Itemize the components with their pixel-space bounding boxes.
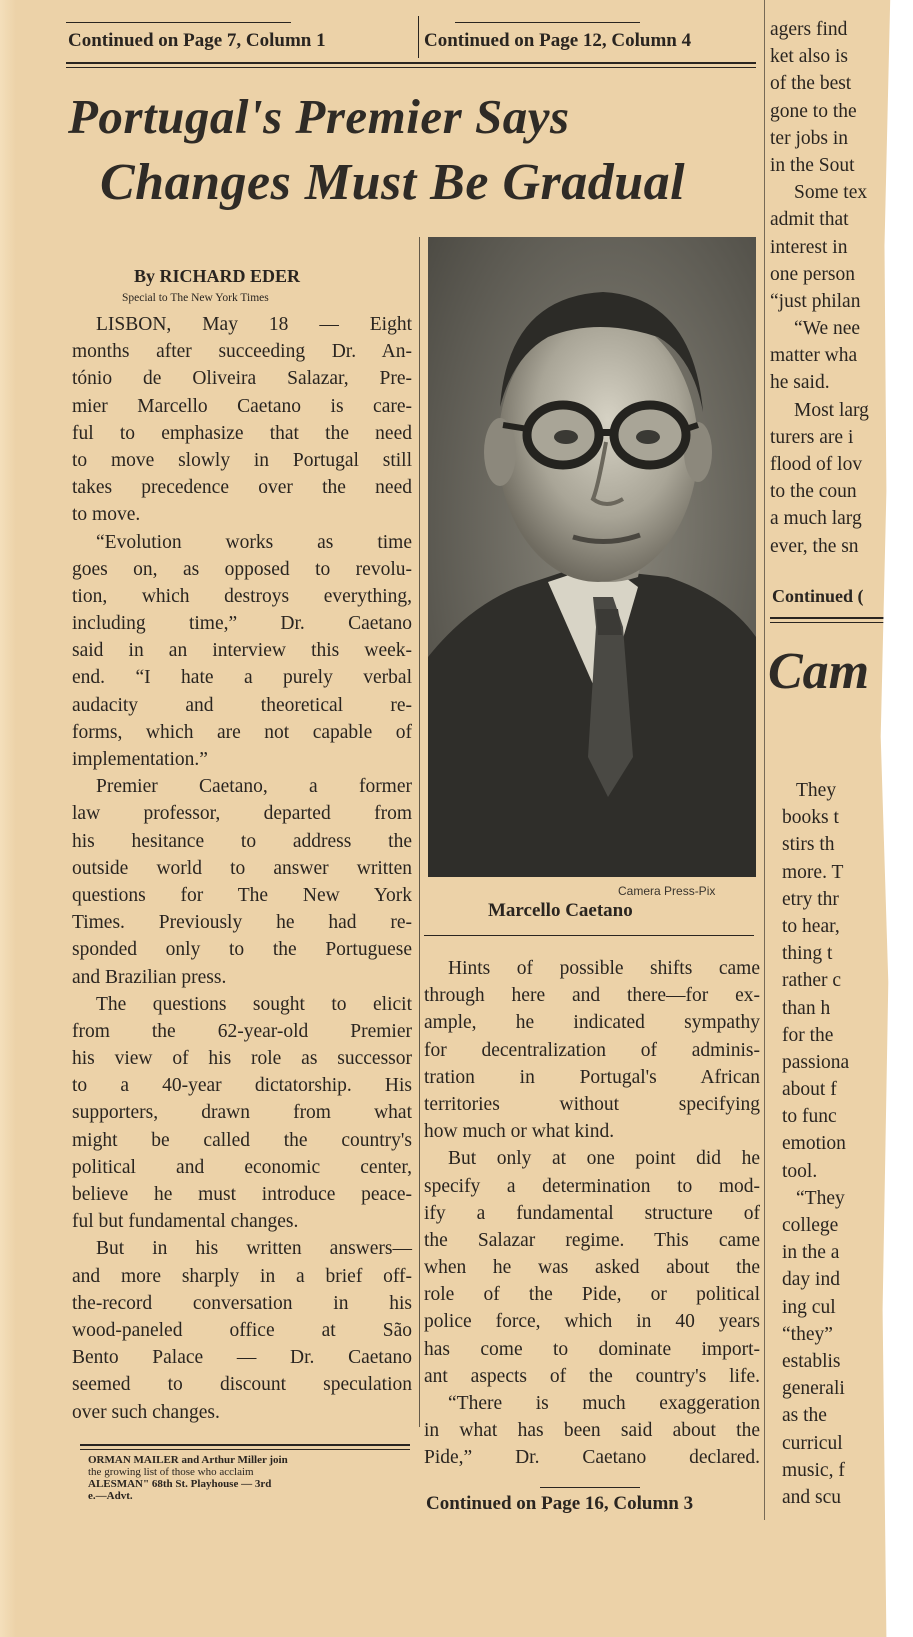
body-line: ing cul [782, 1296, 836, 1318]
body-line: implementation.” [72, 749, 208, 770]
ad-line-4: e.—Advt. [88, 1490, 133, 1502]
body-line: including time,” Dr. Caetano [72, 613, 412, 635]
body-line: Times. Previously he had re- [72, 912, 412, 934]
body-line: goes on, as opposed to revolu- [72, 558, 412, 580]
body-line: tion, which destroys everything, [72, 585, 412, 607]
body-line: in the a [782, 1242, 840, 1264]
body-line: “they” [782, 1323, 833, 1345]
body-line: months after succeeding Dr. An- [72, 341, 412, 363]
body-line: for decentralization of adminis- [424, 1039, 760, 1061]
headline-line-1: Portugal's Premier Says [68, 89, 570, 144]
body-line: ant aspects of the country's life. [424, 1365, 760, 1387]
headline-line-2: Changes Must Be Gradual [100, 154, 686, 211]
body-line: Most larg [794, 399, 869, 421]
body-line: But only at one point did he [448, 1148, 760, 1170]
body-line: establis [782, 1350, 841, 1372]
body-line: ket also is [770, 46, 848, 68]
body-line: one person [770, 263, 856, 285]
body-line: turers are i [770, 426, 854, 448]
body-line: believe he must introduce peace- [72, 1184, 412, 1205]
body-line: The questions sought to elicit [96, 993, 412, 1015]
body-line: rather c [782, 970, 841, 992]
body-line: than h [782, 997, 831, 1019]
body-line: political and economic center, [72, 1156, 412, 1178]
ad-rule-1 [80, 1444, 410, 1446]
body-line: “There is much exaggeration [448, 1393, 760, 1414]
body-line: more. T [782, 861, 844, 883]
body-line: and Brazilian press. [72, 966, 227, 988]
body-line: end. “I hate a purely verbal [72, 667, 412, 689]
body-line: to a 40-year dictatorship. His [72, 1075, 412, 1097]
body-line: sponded only to the Portuguese [72, 939, 412, 961]
body-line: outside world to answer written [72, 857, 412, 879]
portrait-illustration [428, 237, 756, 877]
body-line: and scu [782, 1486, 842, 1508]
body-line: as the [782, 1405, 827, 1427]
header-double-rule-2 [66, 67, 756, 68]
body-line: etry thr [782, 888, 839, 910]
body-line: gone to the [770, 100, 857, 122]
body-line: of the best [770, 73, 852, 95]
body-line: agers find [770, 19, 848, 40]
byline-author: By RICHARD EDER [134, 266, 301, 286]
body-line: admit that [770, 209, 849, 231]
body-line: forms, which are not capable of [72, 721, 412, 743]
body-line: his hesitance to address the [72, 830, 412, 852]
header-rule-top [66, 22, 291, 23]
body-line: They [796, 780, 837, 801]
byline-special: Special to The New York Times [122, 292, 269, 304]
body-line: LISBON, May 18 — Eight [96, 314, 412, 335]
body-line: Some tex [794, 182, 868, 204]
body-line: might be called the country's [72, 1129, 412, 1151]
caption-rule [424, 935, 754, 936]
body-line: tration in Portugal's African [424, 1066, 760, 1088]
body-line: wood-paneled office at São [72, 1319, 412, 1341]
ad-line-2: the growing list of those who acclaim [88, 1466, 254, 1478]
article-column-1 [72, 311, 412, 1426]
body-line: passiona [782, 1051, 850, 1073]
body-line: questions for The New York [72, 884, 412, 906]
body-line: matter wha [770, 345, 858, 367]
continued-left: Continued on Page 7, Column 1 [68, 30, 326, 51]
body-line: a much larg [770, 508, 862, 530]
body-line: interest in [770, 236, 848, 258]
body-line: territories without specifying [424, 1093, 760, 1115]
body-line: police force, which in 40 years [424, 1311, 760, 1333]
body-line: day ind [782, 1269, 840, 1291]
continued-right: Continued on Page 12, Column 4 [424, 30, 692, 51]
body-line: in what has been said about the [424, 1420, 760, 1442]
body-line: college [782, 1215, 839, 1236]
body-line: to the coun [770, 481, 857, 503]
column-divider-2 [764, 0, 765, 1520]
portrait-photo [428, 237, 756, 877]
body-line: flood of lov [770, 454, 863, 475]
body-line: “We nee [794, 318, 861, 340]
body-line: the-record conversation in his [72, 1292, 412, 1314]
body-line: Hints of possible shifts came [448, 958, 760, 979]
body-line: tool. [782, 1160, 818, 1182]
body-line: curricul [782, 1432, 843, 1454]
ad-rule-2 [80, 1449, 410, 1450]
header-double-rule-1 [66, 62, 756, 64]
body-line: Bento Palace — Dr. Caetano [72, 1347, 412, 1369]
body-line: stirs th [782, 834, 835, 856]
body-line: “just philan [770, 290, 861, 312]
body-line: through here and there—for ex- [424, 985, 760, 1007]
right-headline: Cam [768, 643, 870, 700]
body-line: role of the Pide, or political [424, 1284, 760, 1306]
header-column-divider [418, 16, 419, 58]
ad-line-3: ALESMAN" 68th St. Playhouse — 3rd [88, 1478, 272, 1490]
body-line: for the [782, 1024, 834, 1046]
body-line: the Salazar regime. This came [424, 1229, 760, 1251]
body-line: mier Marcello Caetano is care- [72, 395, 412, 417]
photo-credit: Camera Press-Pix [618, 884, 716, 898]
body-line: But in his written answers— [96, 1238, 412, 1260]
body-line: to func [782, 1106, 837, 1128]
body-line: how much or what kind. [424, 1121, 615, 1143]
body-line: Premier Caetano, a former [96, 776, 412, 798]
body-line: to move. [72, 504, 141, 526]
body-line: supporters, drawn from what [72, 1102, 412, 1124]
body-line: ter jobs in [770, 127, 848, 149]
body-line: ample, he indicated sympathy [424, 1012, 760, 1034]
col2-bottom-rule [540, 1487, 640, 1488]
body-line: from the 62-year-old Premier [72, 1020, 412, 1042]
body-line: in the Sout [770, 154, 855, 176]
body-line: ful but fundamental changes. [72, 1211, 299, 1233]
body-line: music, f [782, 1459, 845, 1481]
body-line: and more sharply in a brief off- [72, 1265, 412, 1287]
ad-line-1: ORMAN MAILER and Arthur Miller join [88, 1454, 288, 1466]
body-line: law professor, departed from [72, 803, 412, 825]
body-line: when he was asked about the [424, 1257, 760, 1279]
body-line: his view of his role as successor [72, 1048, 412, 1070]
body-line: about f [782, 1079, 837, 1101]
body-line: tónio de Oliveira Salazar, Pre- [72, 368, 412, 390]
body-line: Pide,” Dr. Caetano declared. [424, 1447, 760, 1469]
body-line: generali [782, 1378, 845, 1400]
body-line: books t [782, 807, 839, 829]
body-line: to hear, [782, 915, 840, 937]
body-line: “They [796, 1187, 845, 1209]
column-divider-1 [419, 237, 420, 1427]
body-line: over such changes. [72, 1401, 220, 1423]
body-line: he said. [770, 372, 830, 394]
body-line: specify a determination to mod- [424, 1175, 760, 1197]
photo-caption: Marcello Caetano [488, 900, 633, 921]
body-line: seemed to discount speculation [72, 1374, 412, 1396]
body-line: ever, the sn [770, 535, 859, 557]
continued-bottom: Continued on Page 16, Column 3 [426, 1493, 694, 1514]
body-line: ful to emphasize that the need [72, 422, 412, 444]
body-line: said in an interview this week- [72, 640, 412, 662]
body-line: “Evolution works as time [96, 531, 412, 553]
article-column-2 [424, 955, 760, 1472]
right-continued: Continued ( [772, 586, 864, 606]
header-rule-top-right [455, 22, 640, 23]
body-line: emotion [782, 1133, 846, 1155]
body-line: ify a fundamental structure of [424, 1202, 760, 1224]
body-line: to move slowly in Portugal still [72, 449, 412, 471]
body-line: thing t [782, 943, 833, 965]
body-line: audacity and theoretical re- [72, 694, 412, 716]
body-line: takes precedence over the need [72, 477, 412, 499]
body-line: has come to dominate import- [424, 1338, 760, 1360]
